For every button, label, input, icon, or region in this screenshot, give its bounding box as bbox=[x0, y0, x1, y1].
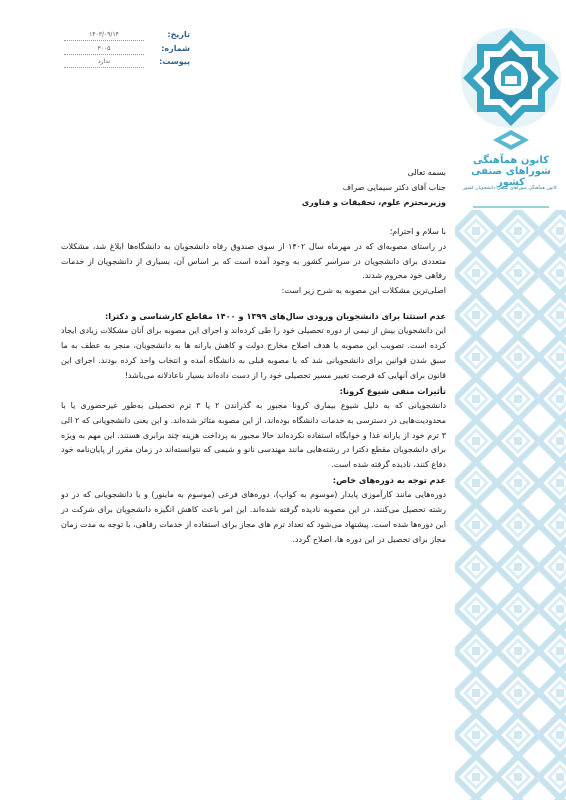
emblem-name bbox=[468, 155, 554, 188]
attachment-value: ندارد bbox=[64, 58, 144, 68]
section3-body: دوره‌هایی مانند کارآموزی پایدار (موسوم به کواپ)، دوره‌های فرعی (موسوم به ماینور) و یا دانشجویانی که در دو رشته تحصیل می‌کنند، در این مصوبه نادیده گرفته شده‌اند. این امر باعث کاهش انگیزه دانشجویان برای شرکت در این دوره‌ها شده است. پیشنهاد می‌شود که تعداد ترم های مجاز برای استفاده از خدمات رفاهی، با توجه به مدت زمان مجاز برای تحصیل در این دوره ها، اصلاح گردد. bbox=[61, 490, 446, 544]
emblem-icon bbox=[455, 0, 566, 230]
invocation: بسمه تعالی bbox=[407, 168, 446, 177]
attachment-label: پیوست: bbox=[159, 57, 190, 66]
intro-line2: اصلی‌ترین مشکلات این مصوبه به شرح زیر است: bbox=[281, 286, 446, 296]
emblem-subtitle: کانون همآهنگی شوراهای صنفی دانشجویان کشور bbox=[462, 186, 558, 191]
intro-paragraph: در راستای مصوبه‌ای که در مهرماه سال ۱۴۰۲ از سوی صندوق رفاه دانشجویان به دانشگاه‌ها ابلاغ شد، مشکلات متعددی برای دانشجویان در سراسر کشور به وجود آمده است که بر اساس آن، بسیاری از دانشجویان از خدمات رفاهی خود محروم شدند. bbox=[61, 241, 447, 281]
date-label: تاریخ: bbox=[167, 30, 190, 39]
number-value: ۳۰۰۵ bbox=[64, 45, 144, 55]
recipient-name: جناب آقای دکتر سیمایی صراف bbox=[342, 182, 446, 192]
attachment-row bbox=[40, 57, 190, 71]
letter-meta bbox=[40, 30, 190, 71]
date-row bbox=[40, 30, 190, 44]
section1-body: این دانشجویان بیش از نیمی از دوره تحصیلی خود را طی کرده‌اند و اجرای این مصوبه برای آنان مشکلات زیادی ایجاد کرده است. تصویب این مصوبه با هدف اصلاح مخارج دولت و کاهش یارانه ها به دانشجویان، منجر به عطف به ما سبق شدن قوانین برای دانشجویانی شد که با مصوبه قبلی به دانشگاه آمده و انتخاب واحد کرده بودند. اجرای این قانون برای آنهایی که فرصت تغییر مسیر تحصیلی خود را از دست داده‌اند بسیار ناعادلانه می‌باشد! bbox=[61, 326, 446, 380]
section2-title: تأثیرات منفی شیوع کرونا: bbox=[339, 385, 446, 396]
date-value: ۱۴۰۳/۰۹/۱۴ bbox=[64, 31, 144, 41]
number-label: شماره: bbox=[161, 43, 190, 53]
number-row bbox=[40, 44, 190, 58]
emblem-name-line2: شوراهای صنفی کشور bbox=[471, 166, 551, 188]
letter-body bbox=[61, 166, 446, 548]
greeting: با سلام و احترام؛ bbox=[389, 226, 446, 236]
section1-title: عدم استثنا برای دانشجویان ورودی سال‌های ۱۳۹۹ و ۱۴۰۰ مقاطع کارشناسی و دکترا: bbox=[105, 311, 446, 322]
section3-title: عدم توجه به دوره‌های خاص: bbox=[332, 475, 446, 486]
emblem-logo bbox=[455, 0, 566, 230]
emblem-name-line1: کانون همآهنگی bbox=[473, 155, 549, 166]
section2-body: دانشجویانی که به دلیل شیوع بیماری کرونا مجبور به گذراندن ۲ یا ۳ ترم تحصیلی به‌طور غیرحضوری یا با محدودیت‌هایی در دسترسی به خدمات دانشگاه بوده‌اند، از این مصوبه متاثر شده‌اند. و این یعنی دانشجویانی که ۲ الی ۳ ترم خود از یارانه غذا و خوابگاه استفاده نکرده‌اند حالا مجبور به پرداخت هزینه چند برابری هستند. این مهم به ویژه برای دانشجویان مقطع دکترا در رشته‌هایی مانند مهندسی نانو و شیمی که نتوانسته‌اند در زمان مقرر از پایان‌نامه خود دفاع کنند، نادیده گرفته شده است. bbox=[61, 400, 447, 470]
recipient-title: وزیرمحترم علوم، تحقیقات و فناوری bbox=[301, 197, 446, 207]
